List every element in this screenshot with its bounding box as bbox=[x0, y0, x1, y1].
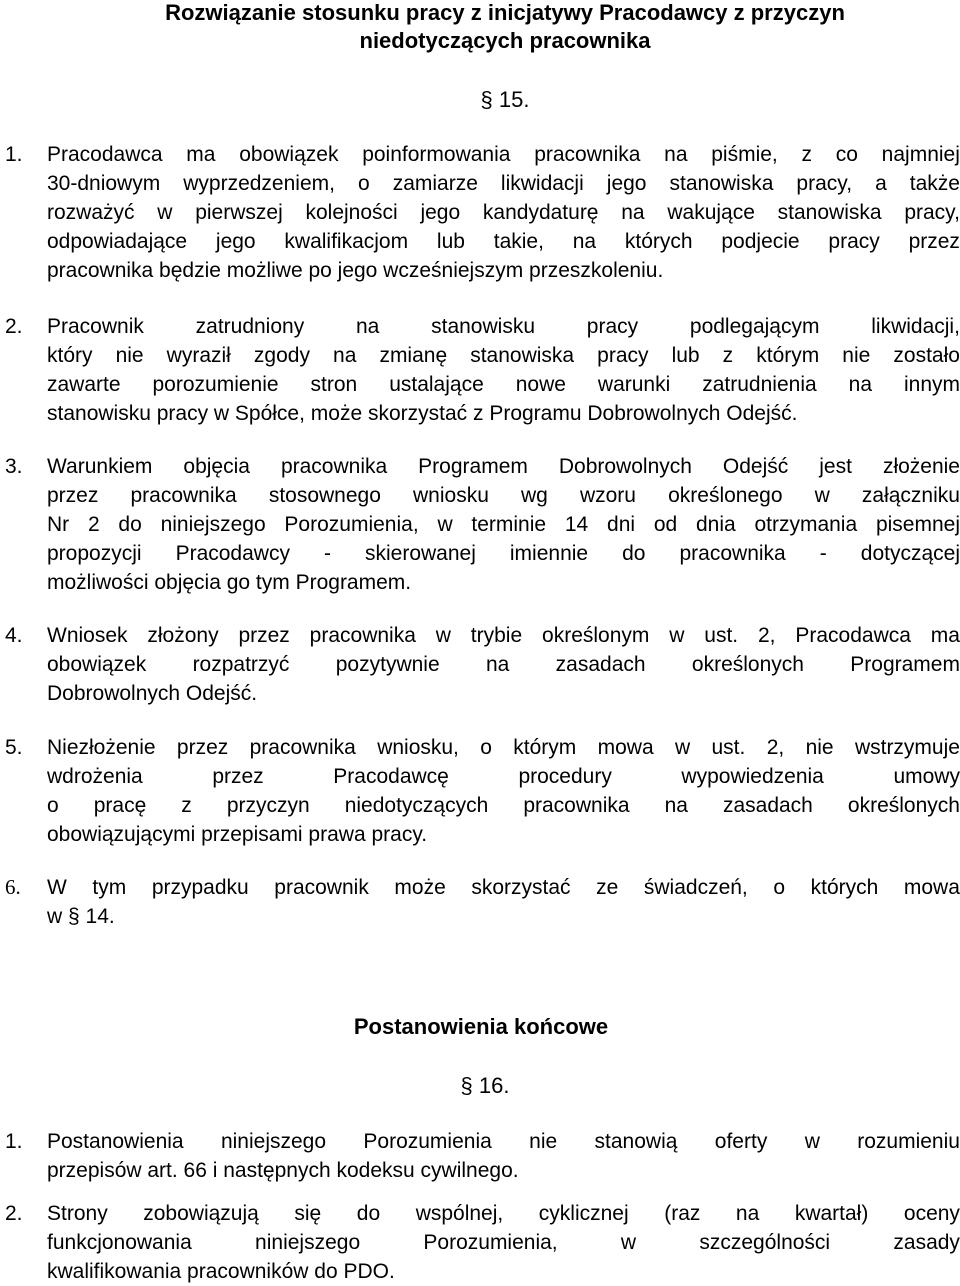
text-line: przepisów art. 66 i następnych kodeksu cywilnego. bbox=[47, 1159, 519, 1182]
text-line: propozycji Pracodawcy - skierowanej imiennie do pracownika - dotyczącej bbox=[47, 542, 960, 565]
document-title-line-1: Rozwiązanie stosunku pracy z inicjatywy Pracodawcy z przyczyn bbox=[165, 0, 845, 25]
document-title-line-2: niedotyczących pracownika bbox=[359, 28, 651, 53]
text-line: pracownika będzie możliwe po jego wcześniejszym przeszkoleniu. bbox=[47, 259, 664, 282]
text-line: Strony zobowiązują się do wspólnej, cyklicznej (raz na kwartał) oceny bbox=[47, 1202, 960, 1225]
list-item-number: 6. bbox=[5, 875, 21, 899]
text-line: o pracę z przyczyn niedotyczących pracownika na zasadach określonych bbox=[47, 794, 960, 817]
text-line: Pracodawca ma obowiązek poinformowania pracownika na piśmie, z co najmniej bbox=[47, 143, 960, 166]
text-line: Warunkiem objęcia pracownika Programem Dobrowolnych Odejść jest złożenie bbox=[47, 455, 960, 478]
list-item-text bbox=[47, 452, 960, 597]
text-line: Dobrowolnych Odejść. bbox=[47, 682, 258, 705]
text-line: Nr 2 do niniejszego Porozumienia, w terminie 14 dni od dnia otrzymania pisemnej bbox=[47, 513, 960, 536]
text-line: obowiązującymi przepisami prawa pracy. bbox=[47, 823, 428, 846]
list-item-number: 2. bbox=[5, 315, 23, 338]
list-item-text bbox=[47, 621, 960, 708]
list-item-text bbox=[47, 733, 960, 849]
list-item-text bbox=[47, 312, 960, 428]
list-item-text bbox=[47, 873, 960, 931]
list-item-number: 1. bbox=[5, 143, 23, 166]
list-item-number: 4. bbox=[5, 624, 23, 647]
text-line: obowiązek rozpatrzyć pozytywnie na zasadach określonych Programem bbox=[47, 653, 960, 676]
list-item-number: 2. bbox=[5, 1202, 23, 1225]
section-15-mark: § 15. bbox=[480, 87, 530, 112]
text-line: przez pracownika stosownego wniosku wg wzoru określonego w załączniku bbox=[47, 484, 960, 507]
section-16-mark: § 16. bbox=[460, 1073, 510, 1098]
text-line: kwalifikowania pracowników do PDO. bbox=[47, 1260, 395, 1283]
text-line: Postanowienia niniejszego Porozumienia nie stanowią oferty w rozumieniu bbox=[47, 1130, 960, 1153]
list-item-number: 1. bbox=[5, 1130, 23, 1153]
text-line: rozważyć w pierwszej kolejności jego kandydaturę na wakujące stanowiska pracy, bbox=[47, 201, 960, 224]
text-line: stanowisku pracy w Spółce, może skorzystać z Programu Dobrowolnych Odejść. bbox=[47, 402, 798, 425]
list-item-number: 5. bbox=[5, 736, 23, 759]
text-line: W tym przypadku pracownik może skorzystać ze świadczeń, o których mowa bbox=[47, 876, 960, 899]
list-item-text bbox=[47, 1199, 960, 1286]
text-line: Wniosek złożony przez pracownika w trybie określonym w ust. 2, Pracodawca ma bbox=[47, 624, 960, 647]
text-line: Pracownik zatrudniony na stanowisku pracy podlegającym likwidacji, bbox=[47, 315, 960, 338]
text-line: w § 14. bbox=[47, 905, 115, 928]
text-line: wdrożenia przez Pracodawcę procedury wypowiedzenia umowy bbox=[47, 765, 960, 788]
text-line: który nie wyraził zgody na zmianę stanowiska pracy lub z którym nie zostało bbox=[47, 344, 960, 367]
text-line: odpowiadające jego kwalifikacjom lub takie, na których podjecie pracy przez bbox=[47, 230, 960, 253]
list-item-text bbox=[47, 1127, 960, 1185]
final-provisions-heading: Postanowienia końcowe bbox=[353, 1014, 609, 1039]
text-line: funkcjonowania niniejszego Porozumienia, w szczególności zasady bbox=[47, 1231, 960, 1254]
text-line: możliwości objęcia go tym Programem. bbox=[47, 571, 412, 594]
text-line: zawarte porozumienie stron ustalające nowe warunki zatrudnienia na innym bbox=[47, 373, 960, 396]
text-line: Niezłożenie przez pracownika wniosku, o którym mowa w ust. 2, nie wstrzymuje bbox=[47, 736, 960, 759]
list-item-text bbox=[47, 140, 960, 285]
text-line: 30-dniowym wyprzedzeniem, o zamiarze likwidacji jego stanowiska pracy, a także bbox=[47, 172, 960, 195]
list-item-number: 3. bbox=[5, 455, 23, 478]
